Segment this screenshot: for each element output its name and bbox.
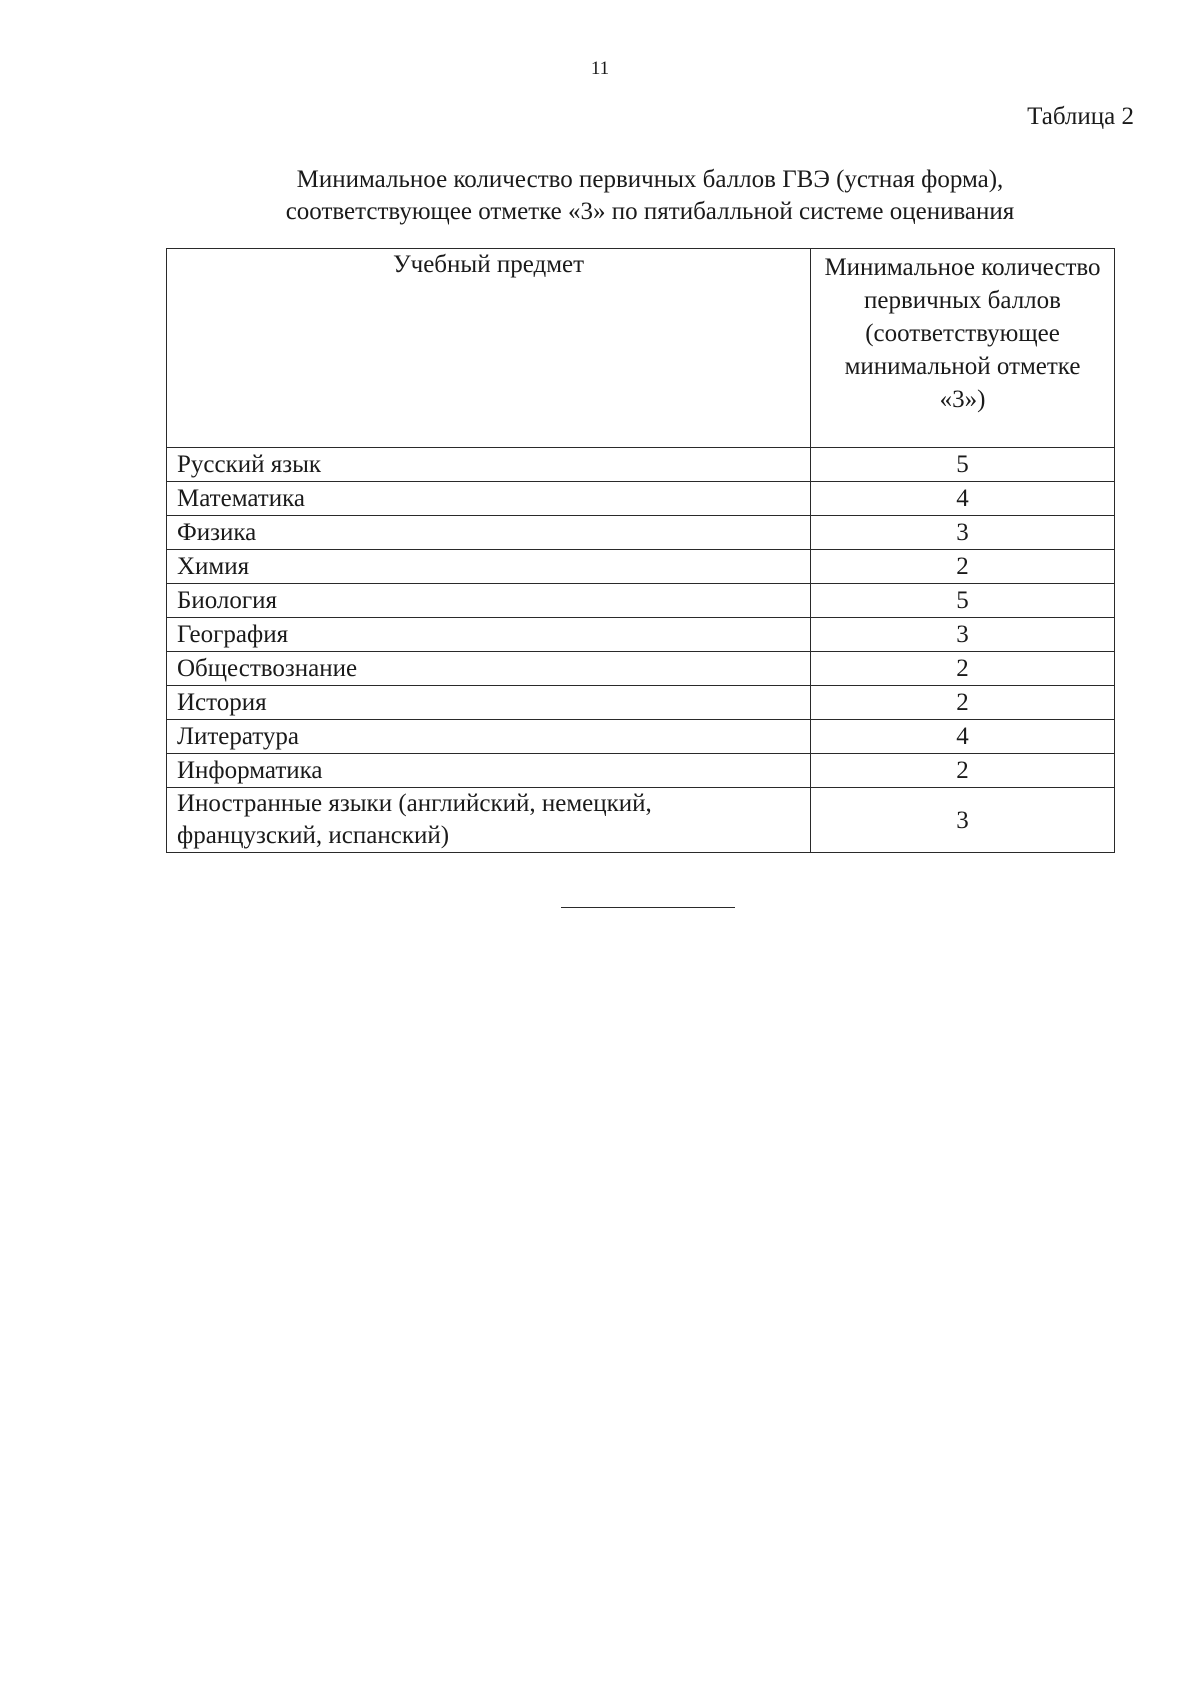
table-row: [167, 788, 1115, 853]
score-cell: 5: [811, 448, 1115, 482]
score-cell: 4: [811, 720, 1115, 754]
subject-cell: Литература: [167, 720, 811, 754]
table-row: [167, 754, 1115, 788]
table-row: [167, 516, 1115, 550]
subject-cell: Информатика: [167, 754, 811, 788]
score-cell: 3: [811, 516, 1115, 550]
table-row: [167, 550, 1115, 584]
score-cell: 2: [811, 652, 1115, 686]
page-number: 11: [590, 58, 610, 79]
table-row: [167, 686, 1115, 720]
table-row: [167, 618, 1115, 652]
table-row: [167, 482, 1115, 516]
table-header-row: [167, 249, 1115, 448]
header-subject: Учебный предмет: [167, 249, 811, 448]
document-title-line-2: соответствующее отметке «3» по пятибалльной системе оценивания: [285, 198, 1015, 225]
subject-cell: История: [167, 686, 811, 720]
subject-cell: Химия: [167, 550, 811, 584]
table-row: [167, 448, 1115, 482]
subject-cell: Обществознание: [167, 652, 811, 686]
score-cell: 2: [811, 550, 1115, 584]
score-cell: 2: [811, 754, 1115, 788]
subject-cell: Иностранные языки (английский, немецкий, французский, испанский): [167, 788, 811, 853]
end-divider-line: [561, 907, 735, 908]
score-cell: 3: [811, 618, 1115, 652]
table-row: [167, 652, 1115, 686]
subject-cell: Математика: [167, 482, 811, 516]
table-label: Таблица 2: [1027, 103, 1134, 130]
subject-cell: Русский язык: [167, 448, 811, 482]
score-cell: 2: [811, 686, 1115, 720]
header-min-score: Минимальное количество первичных баллов (соответствующее минимальной отметке «3»): [811, 249, 1115, 448]
table-row: [167, 720, 1115, 754]
score-cell: 5: [811, 584, 1115, 618]
document-title-line-1: Минимальное количество первичных баллов ГВЭ (устная форма),: [296, 166, 1004, 193]
subject-cell: География: [167, 618, 811, 652]
subject-cell: Биология: [167, 584, 811, 618]
document-title: [200, 164, 1100, 228]
score-cell: 3: [811, 788, 1115, 853]
score-cell: 4: [811, 482, 1115, 516]
table-row: [167, 584, 1115, 618]
subject-cell: Физика: [167, 516, 811, 550]
min-scores-table: [166, 248, 1115, 853]
